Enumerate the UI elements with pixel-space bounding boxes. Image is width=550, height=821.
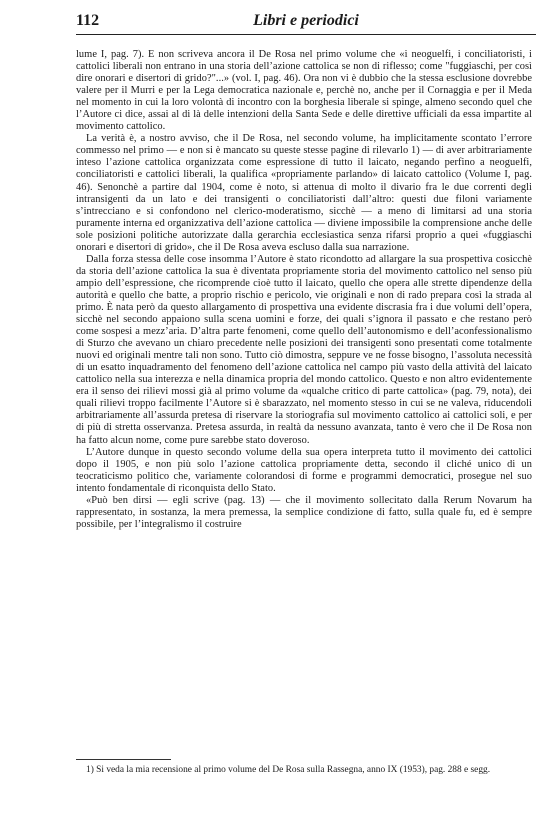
- running-title: Libri e periodici: [253, 12, 359, 29]
- body-text: [76, 49, 532, 531]
- paragraph: «Può ben dirsi — egli scrive (pag. 13) — che il movimento sollecitato dalla Rerum Novarum ha rappresentato, in sostanza, la mera premessa, la semplice condizione di fatto, sulla quale fu, ed è sempre possibile, per l’integralismo il costruire: [76, 494, 532, 530]
- page-number: 112: [76, 12, 100, 29]
- footnote-divider: [76, 759, 171, 760]
- paragraph: lume I, pag. 7). E non scriveva ancora il De Rosa nel primo volume che «i neoguelfi, i conciliatoristi, i cattolici liberali non entrano in una storia dell’azione cattolica se non di riflesso; come "fuggiaschi, per così dire onorari e disertori di grido?"...» (vol. I, pag. 46). Ora non vi è dubbio che la stessa esclusione dovrebbe valere per il Murri e per la Lega democratica nazionale e, perchè no, anche per il Cornaggia e per il Meda nel momento in cui la loro volontà di incontro con la borghesia liberale si spinge, almeno secondo quel che l’Autore ci dice, assai al di là delle intenzioni della Santa Sede e delle direttive ufficiali da essa impartite al movimento cattolico.: [76, 49, 532, 133]
- paragraph: La verità è, a nostro avviso, che il De Rosa, nel secondo volume, ha implicitamente scontato l’errore commesso nel primo — e non si è mancato su queste stesse pagine di rilevarlo 1) — di aver arbitrariamente inteso l’azione cattolica organizzata come espressione di tutto il laicato, negando perfino a neoguelfi, conciliatoristi e cattolici liberali, la qualifica «propriamente parlando» di laicato cattolico (Volume I, pag. 46). Senonchè a partire dal 1904, come è noto, si attenua di molto il divario fra le due correnti degli intransigenti da un lato e dei transigenti o conciliatoristi dall’altro: questi due filoni variamente s’intrecciano e si confondono nel clerico-moderatismo, sicchè — a meno di limitarsi ad una storia puramente interna ed organizzativa dell’azione cattolica — diviene impossibile la comprensione anche delle sole posizioni politiche autorizzate dalla gerarchia ecclesiastica senza rifarsi proprio a quei «fuggiaschi onorari e disertori di grido», che il De Rosa aveva escluso dalla sua narrazione.: [76, 133, 532, 253]
- footnote: 1) Si veda la mia recensione al primo volume del De Rosa sulla Rassegna, anno IX (1953), pag. 288 e segg.: [86, 765, 491, 775]
- paragraph: Dalla forza stessa delle cose insomma l’Autore è stato ricondotto ad allargare la sua prospettiva cosicchè da storia dell’azione cattolica la sua è diventata propriamente storia del movimento cattolico nel senso più ampio dell’espressione, che ricomprende cioè tutto il laicato, quello che opera alle strette dipendenze della autorità e quello che batte, a proprio rischio e pericolo, vie originali e non di rado prepara così la strada al primo. È nata però da questo allargamento di prospettiva una evidente discrasia fra i due volumi dell’opera, sicchè nel secondo appaiono sulla scena uomini e forze, dei quali s’ignora il passato e che restano però come sospesi a mezz’aria. D’altra parte fenomeni, come quello dell’autonomismo e dell’aconfessionalismo di Sturzo che avevano un chiaro precedente nelle posizioni dei transigenti sono presentati come totalmente nuovi ed originali mentre tali non sono. Tutto ciò dimostra, seppure ve ne fosse bisogno, l’assoluta necessità di un esatto inquadramento del fenomeno dell’azione cattolica nel campo più vasto della attività del laicato cattolico nella sua interezza e nella dinamica propria del mondo cattolico. Questo e non altro evidentemente era il senso dei rilievi mossi già al primo volume da «qualche critico di parte cattolica» (pag. 79, nota), dei quali rilievi troppo facilmente l’Autore si è sbarazzato, nel momento stesso in cui se ne valeva, riducendoli arbitrariamente all’assurda pretesa di riservare la storiografia sul movimento cattolico ai cattolici soli, e per di più di stretta osservanza. Pretesa assurda, in realtà da nessuno avanzata, tanto è vero che il De Rosa non ha fatto alcun nome, come pure sarebbe stato doveroso.: [76, 253, 532, 446]
- paragraph: L’Autore dunque in questo secondo volume della sua opera interpreta tutto il movimento dei cattolici dopo il 1905, e non più solo l’azione cattolica propriamente detta, secondo il cliché unico di un teocraticismo politico che, variamente colorandosi di forme e programmi democratici, prosegue nel suo intento fondamentale di riconquista dello Stato.: [76, 446, 532, 494]
- page-header: [76, 12, 536, 35]
